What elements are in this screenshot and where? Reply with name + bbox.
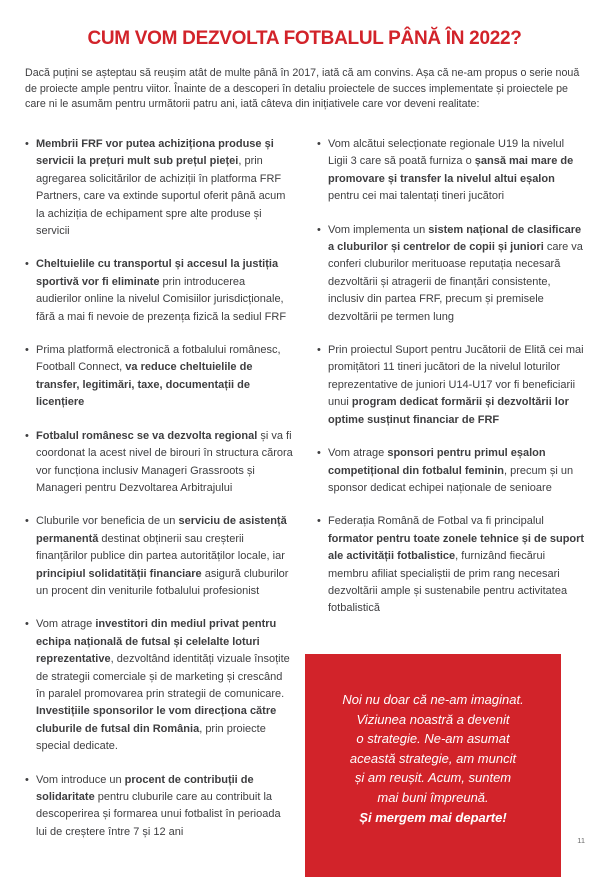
bullet-marker: • (317, 515, 321, 528)
page-number: 11 (577, 836, 585, 845)
bullet-text: Vom introduce un procent de contribuții de solidaritate pentru cluburile care au contribuit la descoperirea și formarea unui fotbalist în perioada lui de creștere între 7 și 12 ani (36, 773, 281, 838)
bullet-item (317, 342, 585, 429)
bullet-marker: • (317, 344, 321, 357)
bullet-marker: • (25, 344, 29, 357)
quote-box (305, 654, 561, 877)
bullet-marker: • (317, 447, 321, 460)
quote-line: Și mergem mai departe! (359, 809, 507, 825)
bullet-text: Cheltuielile cu transportul și accesul la justiția sportivă vor fi eliminate prin introducerea audierilor online la nivelul Comisiilor jurisdicționale, fără a mai fi nevoie de prezența fizică la sediul FRF (36, 258, 287, 323)
bullet-marker: • (25, 138, 29, 150)
bullet-text: Fotbalul românesc se va dezvolta regional și va fi coordonat la acest nivel de birouri în structura cărora vor funcționa inclusiv Manageri Grassroots și Manageri pentru Dezvoltarea Arbitrajului (36, 429, 293, 494)
bullet-item (25, 513, 293, 600)
quote-line: și am reușit. Acum, suntem (354, 770, 512, 786)
intro-paragraph: Dacă puțini se așteptau să reușim atât de multe până în 2017, iată că am convins. Așa că ne-am propus o serie nouă de proiecte ample pentru viitor. Înainte de a descoperi în detaliu proiectele de succes implementate și proiectele pe care ni le asumăm pentru următorii patru ani, iată câteva din inițiativele care vor deveni realitate: (25, 67, 580, 111)
quote-line: o strategie. Ne-am asumat (356, 731, 510, 747)
bullet-marker: • (317, 138, 321, 150)
quote-line: mai buni împreună. (377, 789, 489, 805)
bullet-item (25, 256, 293, 326)
bullet-text: Membrii FRF vor putea achiziționa produse și servicii la prețuri mult sub prețul pieței, prin agregarea solicitărilor de achiziții în platforma FRF Partners, care va extinde suportul oferit până acum la achiziția de echipament spre alte produse și servicii (36, 138, 286, 238)
bullet-text: Vom alcătui selecționate regionale U19 la nivelul Ligii 3 care să poată furniza o șansă mai mare de promovare și transfer la nivelul altui eșalon pentru cei mai talentați tineri jucători (328, 138, 574, 203)
bullet-item (317, 445, 585, 497)
bullet-item (317, 222, 585, 326)
bullet-marker: • (317, 223, 321, 236)
bullet-text: Cluburile vor beneficia de un serviciu de asistență permanentă destinat obținerii sau creșterii finanțărilor publice din partea autorităților locale, iar principiul solidatității financiare asigură cluburilor un procent din veniturile fotbalului profesionist (36, 515, 289, 597)
bullet-item (25, 616, 293, 755)
bullet-text: Prin proiectul Suport pentru Jucătorii de Elită cei mai promițători 11 tineri jucători de la nivelul loturilor reprezentative de juniori U14-U17 vor fi beneficiarii unui program dedicat formării și dezvoltării lor optime susținut financiar de FRF (328, 344, 584, 426)
bullet-marker: • (25, 773, 29, 786)
quote-line: Viziunea noastră a devenit (356, 711, 510, 727)
bullet-text: Prima platformă electronică a fotbalului românesc, Football Connect, va reduce cheltuielile de transfer, legitimări, taxe, documentații de licențiere (36, 344, 281, 409)
quote-line: această strategie, am muncit (349, 750, 517, 766)
page-title: CUM VOM DEZVOLTA FOTBALUL PÂNĂ ÎN 2022? (87, 28, 522, 49)
bullet-text: Vom implementa un sistem național de clasificare a cluburilor și centrelor de copii și juniori care va conferi cluburilor merituoase reputația necesară dezvoltării și atragerii de finanțări consistente, inclusiv din partea FRF, precum și premisele dezvoltării pe termen lung (328, 223, 583, 323)
bullet-item (317, 136, 585, 206)
bullet-item (25, 136, 293, 240)
bullet-marker: • (25, 429, 29, 442)
bullet-text: Vom atrage sponsori pentru primul eșalon competițional din fotbalul feminin, precum și un sponsor dedicat echipei naționale de senioare (328, 447, 574, 494)
bullet-item (25, 428, 293, 498)
bullet-text: Federația Română de Fotbal va fi principalul formator pentru toate zonele tehnice și de suport ale activității fotbalistice, furnizând fiecărui membru afiliat specialiștii de prim rang necesari dezvoltării ample și sustenabile pentru activitatea fotbalistică (328, 515, 585, 615)
bullet-item (317, 513, 585, 617)
quote-line: Noi nu doar că ne-am imaginat. (342, 692, 524, 707)
bullet-marker: • (25, 618, 29, 631)
bullets-left (25, 136, 293, 857)
bullet-marker: • (25, 258, 29, 271)
bullet-marker: • (25, 515, 29, 528)
bullet-item (25, 342, 293, 412)
bullet-item (25, 772, 293, 842)
bullet-text: Vom atrage investitori din mediul privat pentru echipa națională de futsal și celelalte loturi reprezentative, dezvoltând identități vizuale însoțite de strategii comerciale și de marketing și crescând în paralel promovarea prin strategii de comunicare. Investițiile sponsorilor le vom direcționa către cluburile de futsal din România, prin proiecte special dedicate. (36, 618, 290, 753)
